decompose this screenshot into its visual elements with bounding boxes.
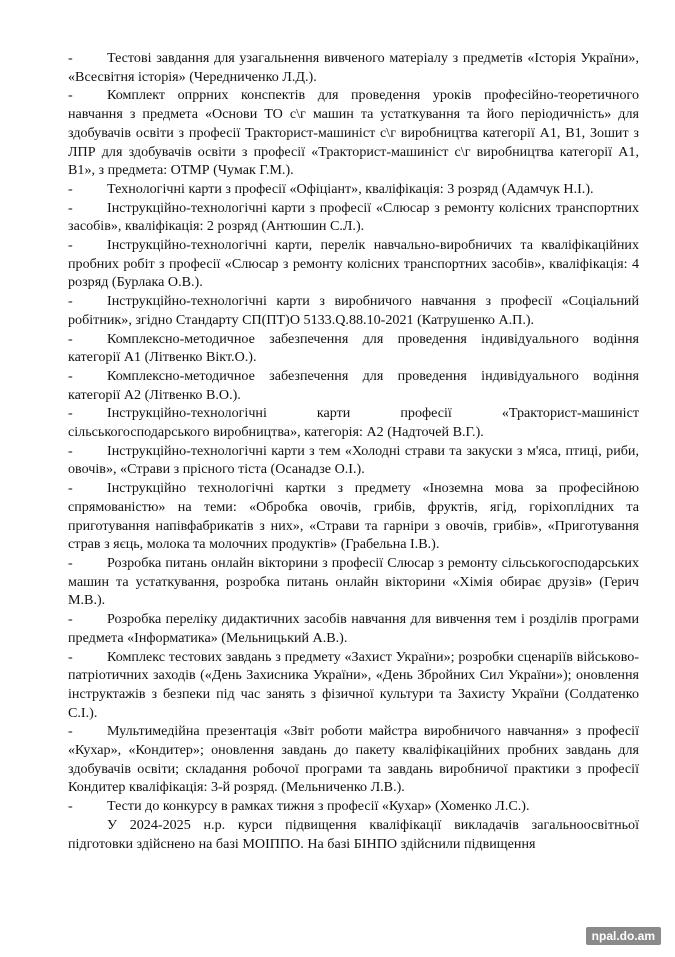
list-item [68,648,639,723]
list-dash: - [68,367,73,384]
list-item [68,330,639,367]
list-dash: - [68,87,73,104]
list-item-text: Інструкційно-технологічні карти з професії «Слюсар з ремонту колісних транспортних засобів», кваліфікація: 2 розряд (Антюшин С.Л.). [68,199,639,235]
list-item-text: Розробка питань онлайн вікторини з професії Слюсар з ремонту сільськогосподарських машин та устаткування, розробка питань онлайн вікторини «Хімія обирає друзів» (Герич М.В.). [68,554,639,609]
list-item [68,404,639,441]
list-dash: - [68,648,73,665]
list-item [68,554,639,610]
list-item [68,86,639,180]
list-item [68,367,639,404]
list-dash: - [68,611,73,628]
list-item [68,722,639,797]
list-dash: - [68,237,73,254]
list-item-text: Комплект опррних конспектів для проведення уроків професійно-теоретичного навчання з предмета «Основи ТО с\г машин та устаткування та його періодичність» для здобувачів освіти з професії Тракторист-машиніст с\г виробництва категорії А1, В1, Зошит з ЛПР для здобувачів освіти з професії «Тракторист-машиніст с\г виробництва категорії А1, В1», з предмета: ОТМР (Чумак Г.М.). [68,87,639,179]
list-item-text: Тестові завдання для узагальнення вивченого матеріалу з предметів «Історія України», «Всесвітня історія» (Чередниченко Л.Д.). [68,50,639,85]
list-item-text: Інструкційно-технологічні карти з тем «Холодні страви та закуски з м'яса, птиці, риби, овочів», «Страви з прісного тіста (Осанадзе О.І.). [68,442,639,478]
list-dash: - [68,330,73,347]
list-item-text: Комплекс тестових завдань з предмету «Захист України»; розробки сценаріїв військово-патріотичних заходів («День Захисника України», «День Збройних Сил України»); оновлення інструктажів з безпеки під час занять з фізичної культури та Захисту України (Солдатенко С.І.). [68,648,639,721]
list-item [68,479,639,554]
document-body [68,49,639,853]
final-paragraph: У 2024-2025 н.р. курси підвищення кваліфікації викладачів загальноосвітньої підготовки здійснено на базі МОІППО. На базі БІНПО здійснили підвищення [68,816,639,852]
list-item [68,180,639,199]
list-dash: - [68,798,73,815]
list-item-text: Інструкційно-технологічні карти з виробничого навчання з професії «Соціальний робітник», згідно Стандарту СП(ПТ)О 5133.Q.88.10-2021 (Катрушенко А.П.). [68,293,639,328]
site-watermark: npal.do.am [586,927,661,945]
list-dash: - [68,442,73,459]
list-item-text: Інструкційно-технологічні карти професії «Тракторист-машиніст сільськогосподарського виробництва», категорія: А2 (Надточей В.Г.). [68,405,639,441]
list-dash: - [68,199,73,216]
list-item [68,49,639,86]
list-item [68,442,639,479]
list-item [68,610,639,647]
list-dash: - [68,480,73,497]
list-item-text: Інструкційно технологічні картки з предмету «Іноземна мова за професійною спрямованістю» на теми: «Обробка овочів, грибів, фруктів, ягід, горіхоплідних та приготування напівфабрикатів з них», «Страви та гарніри з овочів, грибів», «Приготування страв з яєць, молока та молочних продуктів» (Грабельна І.В.). [68,480,639,553]
list-item-text: Мультимедійна презентація «Звіт роботи майстра виробничого навчання» з професії «Кухар», «Кондитер»; оновлення завдань до пакету кваліфікаційних пробних завдань для здобувачів освіти; складання робочої програми та завдань виробничої практики з професії Кондитер кваліфікація: 3-й розряд. (Мельниченко Л.В.). [68,723,639,796]
list-item-text: Технологічні карти з професії «Офіціант», кваліфікація: 3 розряд (Адамчук Н.І.). [107,180,594,197]
list-dash: - [68,554,73,571]
list-item-text: Комплексно-методичное забезпечення для проведення індивідуального водіння категорії А1 (Літвенко Вікт.О.). [68,330,639,366]
list-item [68,199,639,236]
list-dash: - [68,405,73,422]
list-item-text: Розробка переліку дидактичних засобів навчання для вивчення тем і розділів програми предмета «Інформатика» (Мельницький А.В.). [68,611,639,646]
item-list [68,49,639,816]
list-dash: - [68,50,73,66]
list-item [68,797,639,816]
list-item-text: Тести до конкурсу в рамках тижня з професії «Кухар» (Хоменко Л.С.). [107,798,530,815]
list-item [68,292,639,329]
list-dash: - [68,180,73,197]
list-item-text: Інструкційно-технологічні карти, перелік навчально-виробничих та кваліфікаційних пробних робіт з професії «Слюсар з ремонту колісних транспортних засобів», кваліфікація: 4 розряд (Бурлака О.В.). [68,237,639,291]
list-item-text: Комплексно-методичное забезпечення для проведення індивідуального водіння категорії А2 (Літвенко В.О.). [68,367,639,403]
list-dash: - [68,293,73,310]
list-item [68,236,639,292]
list-dash: - [68,723,73,740]
